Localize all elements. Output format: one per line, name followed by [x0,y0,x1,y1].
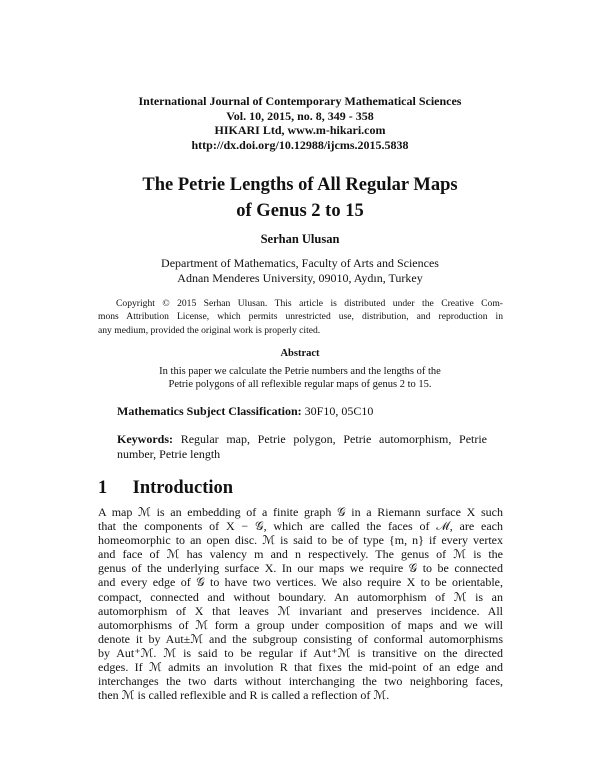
journal-volume: Vol. 10, 2015, no. 8, 349 - 358 [226,108,374,123]
body-line: interchanges the two darts without interchanging the two neighboring faces, [98,674,503,689]
msc-label: Mathematics Subject Classification: [117,404,302,418]
affiliation-line-2: Adnan Menderes University, 09010, Aydın, Turkey [177,270,423,285]
affiliation [0,256,600,285]
body-line: and every edge of 𝒢 to have two vertices. We also require X to be orientable, [98,575,503,590]
keywords [117,432,487,461]
keywords-value: Regular map, Petrie polygon, Petrie automorphism, Petrie number, Petrie length [117,432,488,461]
body-line: by Aut⁺ℳ. ℳ is said to be regular if Aut⁺ℳ is transitive on the directed [98,645,503,660]
journal-name: International Journal of Contemporary Mathematical Sciences [138,94,462,108]
abstract-line-2: Petrie polygons of all reflexible regular maps of genus 2 to 15. [168,379,432,390]
paper-title [0,172,600,224]
body-line: automorphisms of ℳ form a group under composition of maps and we will [98,617,503,632]
section-number: 1 [98,478,108,498]
msc-value: 30F10, 05C10 [304,404,374,418]
copyright-line-1: Copyright © 2015 Serhan Ulusan. This article is distributed under the Creative Com- [116,298,503,309]
journal-header [0,94,600,152]
journal-publisher: HIKARI Ltd, www.m-hikari.com [214,123,386,137]
abstract-heading: Abstract [280,348,320,359]
body-text [98,505,503,702]
section-title: Introduction [132,478,234,498]
abstract-body [120,365,480,391]
body-line: automorphism of X that leaves ℳ invariant and preserves incidence. All [98,603,503,618]
title-line-2: of Genus 2 to 15 [236,201,364,221]
body-line: denote it by Aut±ℳ and the subgroup consisting of conformal automorphisms [98,631,503,646]
abstract-line-1: In this paper we calculate the Petrie numbers and the lengths of the [159,366,441,377]
section-heading [98,478,233,499]
body-line: that the components of X − 𝒢, which are called the faces of ℳ, are each [98,519,503,534]
body-line: and face of ℳ has valency m and n respectively. The genus of ℳ is the [98,547,503,562]
msc-classification [117,404,517,419]
body-line: edges. If ℳ admits an involution R that fixes the mid-point of an edge and [98,660,503,675]
author-name: Serhan Ulusan [260,232,340,246]
body-line: genus of the underlying surface X. In our maps we require 𝒢 to be connected [98,561,503,576]
affiliation-line-1: Department of Mathematics, Faculty of Arts and Sciences [161,256,439,270]
copyright-line-2: mons Attribution License, which permits unrestricted use, distribution, and reproduction in [98,311,503,323]
copyright-notice [98,297,503,337]
body-line: A map ℳ is an embedding of a finite graph 𝒢 in a Riemann surface X such [98,505,503,519]
title-line-1: The Petrie Lengths of All Regular Maps [142,175,458,195]
body-line: homeomorphic to an open disc. ℳ is said to be of type {m, n} if every vertex [98,533,503,548]
body-line: then ℳ is called reflexible and R is called a reflection of ℳ. [98,688,390,703]
keywords-label: Keywords: [117,432,173,446]
body-line: compact, connected and without boundary. An automorphism of ℳ is an [98,589,503,604]
journal-doi[interactable]: http://dx.doi.org/10.12988/ijcms.2015.5838 [191,137,409,152]
copyright-line-3: any medium, provided the original work is properly cited. [98,324,321,336]
